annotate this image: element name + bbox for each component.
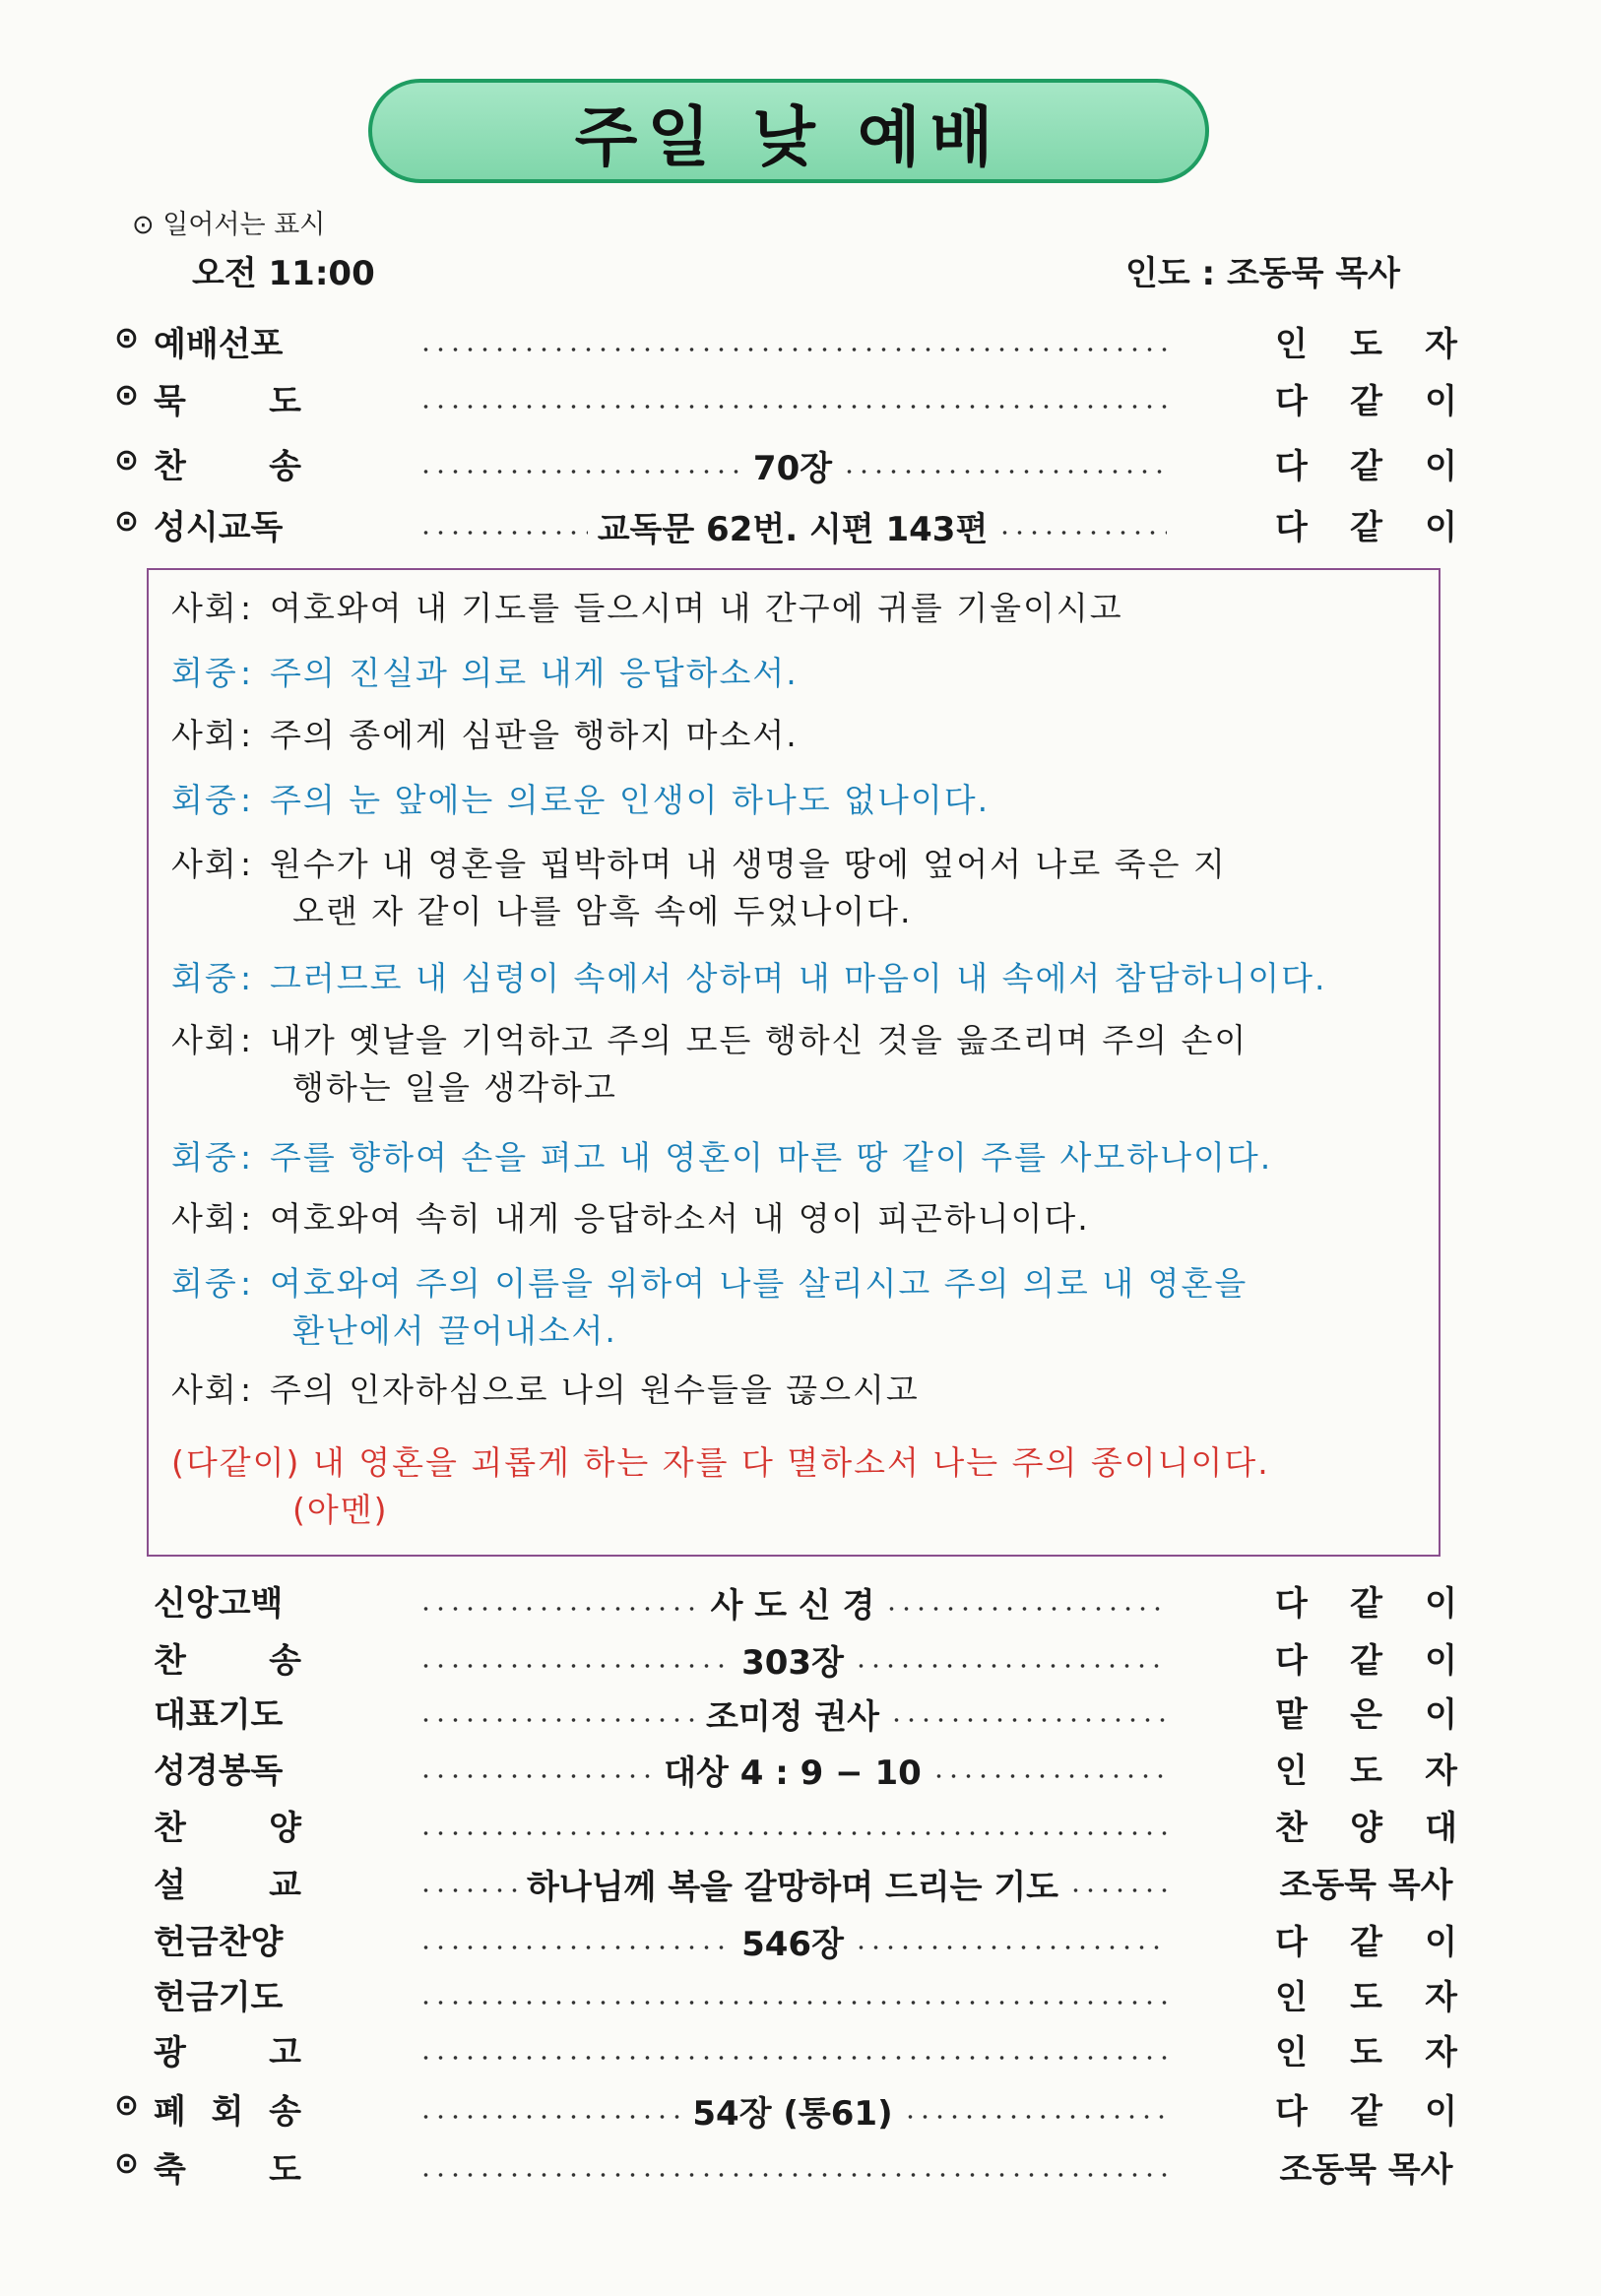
char: 인 [1275,2033,1308,2073]
order-detail-text: 대상 4 : 9 − 10 [664,1753,922,1793]
order-responsible [1275,1801,1457,1849]
order-responsible [1275,1970,1457,2018]
order-responsible [1275,439,1457,487]
char: 은 [1350,1695,1382,1735]
order-detail [418,1744,1167,1795]
separator: : [240,1371,254,1409]
order-responsible [1275,1744,1457,1792]
char: 다 [1275,1584,1308,1624]
order-detail [418,500,1167,551]
order-detail-text: 70장 [752,448,833,488]
char: 대 [1425,1809,1457,1848]
reading-text: 여호와여 내 기도를 들으시며 내 간구에 귀를 기울이시고 [270,589,1123,627]
dot-leader [931,1774,1167,1778]
char: 조동묵 목사 [1279,2150,1453,2190]
order-responsible [1275,500,1457,548]
char: 헌금기도 [154,1978,284,2017]
char: 이 [1425,1923,1457,1962]
reading-text: 주의 종에게 심판을 행하지 마소서. [270,716,799,754]
reading-continuation: 오랜 자 같이 나를 암흑 속에 두었나이다. [292,892,913,930]
service-time: 오전 11:00 [192,254,375,293]
char: 다 [1275,1641,1308,1681]
speaker: 사회 [171,1199,238,1238]
dot-leader [418,1888,517,1892]
dot-leader [418,1607,701,1611]
char: 도 [269,382,301,421]
order-responsible [1275,1915,1457,1963]
reading-text: 주의 진실과 의로 내게 응답하소서. [270,654,799,692]
order-responsible [1275,2025,1457,2073]
char: 회 [211,2092,244,2132]
standing-mark: ⊙ [114,2088,140,2123]
order-detail [418,2084,1167,2136]
standing-mark: ⊙ [114,321,140,355]
order-label [154,500,301,548]
order-row [0,317,1601,368]
order-row [0,1688,1601,1739]
order-detail-text: 교독문 62번. 시편 143편 [597,509,989,549]
separator: : [240,654,254,692]
standing-legend: ⊙ 일어서는 표시 [132,210,326,240]
dot-leader [418,470,743,474]
char: 양 [269,1809,301,1848]
char: 광 [154,2033,186,2073]
char: 교 [269,1866,301,1905]
char: 같 [1350,1641,1382,1681]
separator: : [240,1138,254,1177]
order-row [0,1633,1601,1685]
reading-line [171,841,1227,930]
order-label [154,317,301,365]
char: 같 [1350,1584,1382,1624]
order-detail-text: 54장 (통61) [692,2093,893,2134]
order-responsible [1275,1688,1457,1736]
speaker: 사회 [171,845,238,883]
order-label [154,1576,301,1625]
reading-line [171,1195,1090,1243]
speaker: 회중 [171,1264,238,1303]
char: 도 [1350,1752,1382,1791]
char: 이 [1425,1584,1457,1624]
dot-leader [842,470,1167,474]
order-detail [418,1688,1167,1739]
order-label [154,439,301,487]
separator: : [240,589,254,627]
char: 도 [1350,2033,1382,2073]
dot-leader [418,1945,732,1949]
order-row [0,2142,1601,2194]
dot-leader [1068,1888,1167,1892]
page-title: 주일 낮 예배 [574,98,1003,175]
dot-leader [418,531,588,535]
order-detail-text: 조미정 권사 [705,1696,880,1737]
order-label [154,2025,301,2073]
order-label [154,1633,301,1682]
order-label [154,1970,301,2018]
dot-leader [854,1664,1167,1668]
order-detail-text: 하나님께 복을 갈망하며 드리는 기도 [527,1867,1059,1907]
dot-leader [418,1664,732,1668]
reading-line [171,585,1123,632]
char: 예배선포 [154,325,284,364]
order-label [154,1801,301,1849]
order-detail [418,1633,1167,1685]
order-label [154,1915,301,1963]
reading-line [171,777,990,824]
char: 다 [1275,508,1308,547]
char: 인 [1275,1978,1308,2017]
order-responsible [1275,2084,1457,2133]
char: 자 [1425,1752,1457,1791]
char: 자 [1425,2033,1457,2073]
order-responsible [1275,1633,1457,1682]
dot-leader [418,1718,696,1722]
speaker: 회중 [171,654,238,692]
order-responsible [1275,317,1457,365]
reading-line [171,955,1326,1002]
char: 자 [1425,325,1457,364]
separator: : [240,1021,254,1059]
char: 이 [1425,1641,1457,1681]
char: 대표기도 [154,1695,284,1735]
reading-line [171,1439,1270,1529]
reading-continuation: (아멘) [292,1491,389,1529]
reading-text: 주를 향하여 손을 펴고 내 영혼이 마른 땅 같이 주를 사모하나이다. [270,1138,1273,1177]
char: 이 [1425,447,1457,486]
char: 헌금찬양 [154,1923,284,1962]
reading-line [171,1260,1249,1350]
reading-text: 주의 인자하심으로 나의 원수들을 끊으시고 [270,1371,920,1409]
reading-text: 그러므로 내 심령이 속에서 상하며 내 마음이 내 속에서 참담하니이다. [270,959,1327,997]
char: 성시교독 [154,508,284,547]
separator: : [240,1264,254,1303]
order-row [0,1744,1601,1795]
speaker: 회중 [171,781,238,819]
char: 다 [1275,1923,1308,1962]
char: 송 [269,447,301,486]
char: 같 [1350,382,1382,421]
reading-continuation: 환난에서 끌어내소서. [292,1311,617,1350]
char: 찬 [1275,1809,1308,1848]
separator: : [240,845,254,883]
char: 같 [1350,1923,1382,1962]
char: 자 [1425,1978,1457,2017]
speaker: 사회 [171,589,238,627]
separator: : [240,781,254,819]
char: 맡 [1275,1695,1308,1735]
char: 묵 [154,382,186,421]
reading-line [171,1017,1249,1107]
order-detail [418,439,1167,490]
order-detail [418,1858,1167,1909]
reading-text: 내가 옛날을 기억하고 주의 모든 행하신 것을 읊조리며 주의 손이 [270,1021,1249,1059]
char: 축 [154,2150,186,2190]
char: 도 [269,2150,301,2190]
dot-leader [418,405,1167,409]
char: 폐 [154,2092,186,2132]
reading-text: 여호와여 속히 내게 응답하소서 내 영이 피곤하니이다. [270,1199,1090,1238]
reading-line [171,712,799,759]
order-detail [418,1970,1167,2021]
dot-leader [418,348,1167,351]
order-label [154,2142,301,2191]
order-label [154,1688,301,1736]
char: 설 [154,1866,186,1905]
char: 인 [1275,325,1308,364]
char: 찬 [154,1809,186,1848]
char: 조동묵 목사 [1279,1866,1453,1905]
char: 도 [1350,1978,1382,2017]
separator: : [240,1199,254,1238]
order-row [0,2084,1601,2136]
separator: : [240,959,254,997]
dot-leader [418,2115,682,2119]
dot-leader [418,2056,1167,2060]
reading-line [171,650,799,697]
order-row [0,1915,1601,1966]
order-detail-text: 546장 [741,1924,844,1964]
char: 신앙고백 [154,1584,284,1624]
order-row [0,374,1601,425]
order-row [0,439,1601,490]
order-responsible [1275,1858,1457,1906]
char: 이 [1425,1695,1457,1735]
speaker: 회중 [171,1138,238,1177]
order-detail [418,1801,1167,1852]
dot-leader [418,2001,1167,2005]
separator: : [240,716,254,754]
order-detail-text: 303장 [741,1642,844,1683]
char: 도 [1350,325,1382,364]
dot-leader [854,1945,1167,1949]
dot-leader [418,1831,1167,1835]
service-leader: 인도 : 조동묵 목사 [1125,254,1401,293]
order-detail [418,1576,1167,1627]
reading-line [171,1134,1272,1181]
char: 송 [269,1641,301,1681]
order-row [0,1576,1601,1627]
standing-mark: ⊙ [114,378,140,413]
standing-mark: ⊙ [114,443,140,478]
order-row [0,1801,1601,1852]
order-row [0,2025,1601,2076]
order-detail [418,2142,1167,2194]
order-responsible [1275,2142,1457,2191]
order-row [0,1970,1601,2021]
char: 찬 [154,447,186,486]
char: 다 [1275,447,1308,486]
speaker: 사회 [171,716,238,754]
title-banner [368,79,1209,183]
reading-continuation: 행하는 일을 생각하고 [292,1068,617,1107]
char: 송 [269,2092,301,2132]
char: 같 [1350,2092,1382,2132]
char: 다 [1275,2092,1308,2132]
speaker: 회중 [171,959,238,997]
dot-leader [418,1774,654,1778]
speaker: 사회 [171,1021,238,1059]
order-detail [418,317,1167,368]
dot-leader [997,531,1167,535]
standing-mark: ⊙ [114,504,140,539]
dot-leader [903,2115,1167,2119]
order-label [154,1858,301,1906]
order-detail [418,2025,1167,2076]
char: 양 [1350,1809,1382,1848]
char: 이 [1425,2092,1457,2132]
reading-text: (다같이) 내 영혼을 괴롭게 하는 자를 다 멸하소서 나는 주의 종이니이다. [171,1443,1270,1482]
dot-leader [418,2173,1167,2177]
char: 고 [269,2033,301,2073]
order-detail-text: 사 도 신 경 [710,1585,875,1626]
reading-line [171,1367,920,1414]
dot-leader [889,1718,1167,1722]
order-detail [418,1915,1167,1966]
order-detail [418,374,1167,425]
char: 같 [1350,508,1382,547]
reading-text: 주의 눈 앞에는 의로운 인생이 하나도 없나이다. [270,781,991,819]
order-label [154,2084,301,2133]
char: 이 [1425,508,1457,547]
reading-text: 여호와여 주의 이름을 위하여 나를 살리시고 주의 의로 내 영혼을 [270,1264,1249,1303]
char: 다 [1275,382,1308,421]
standing-mark: ⊙ [114,2146,140,2181]
order-row [0,1858,1601,1909]
char: 성경봉독 [154,1752,284,1791]
char: 이 [1425,382,1457,421]
order-responsible [1275,1576,1457,1625]
order-label [154,374,301,422]
reading-text: 원수가 내 영혼을 핍박하며 내 생명을 땅에 엎어서 나로 죽은 지 [270,845,1227,883]
speaker: 사회 [171,1371,238,1409]
char: 찬 [154,1641,186,1681]
char: 인 [1275,1752,1308,1791]
char: 같 [1350,447,1382,486]
order-responsible [1275,374,1457,422]
order-row [0,500,1601,551]
order-label [154,1744,301,1792]
dot-leader [884,1607,1167,1611]
